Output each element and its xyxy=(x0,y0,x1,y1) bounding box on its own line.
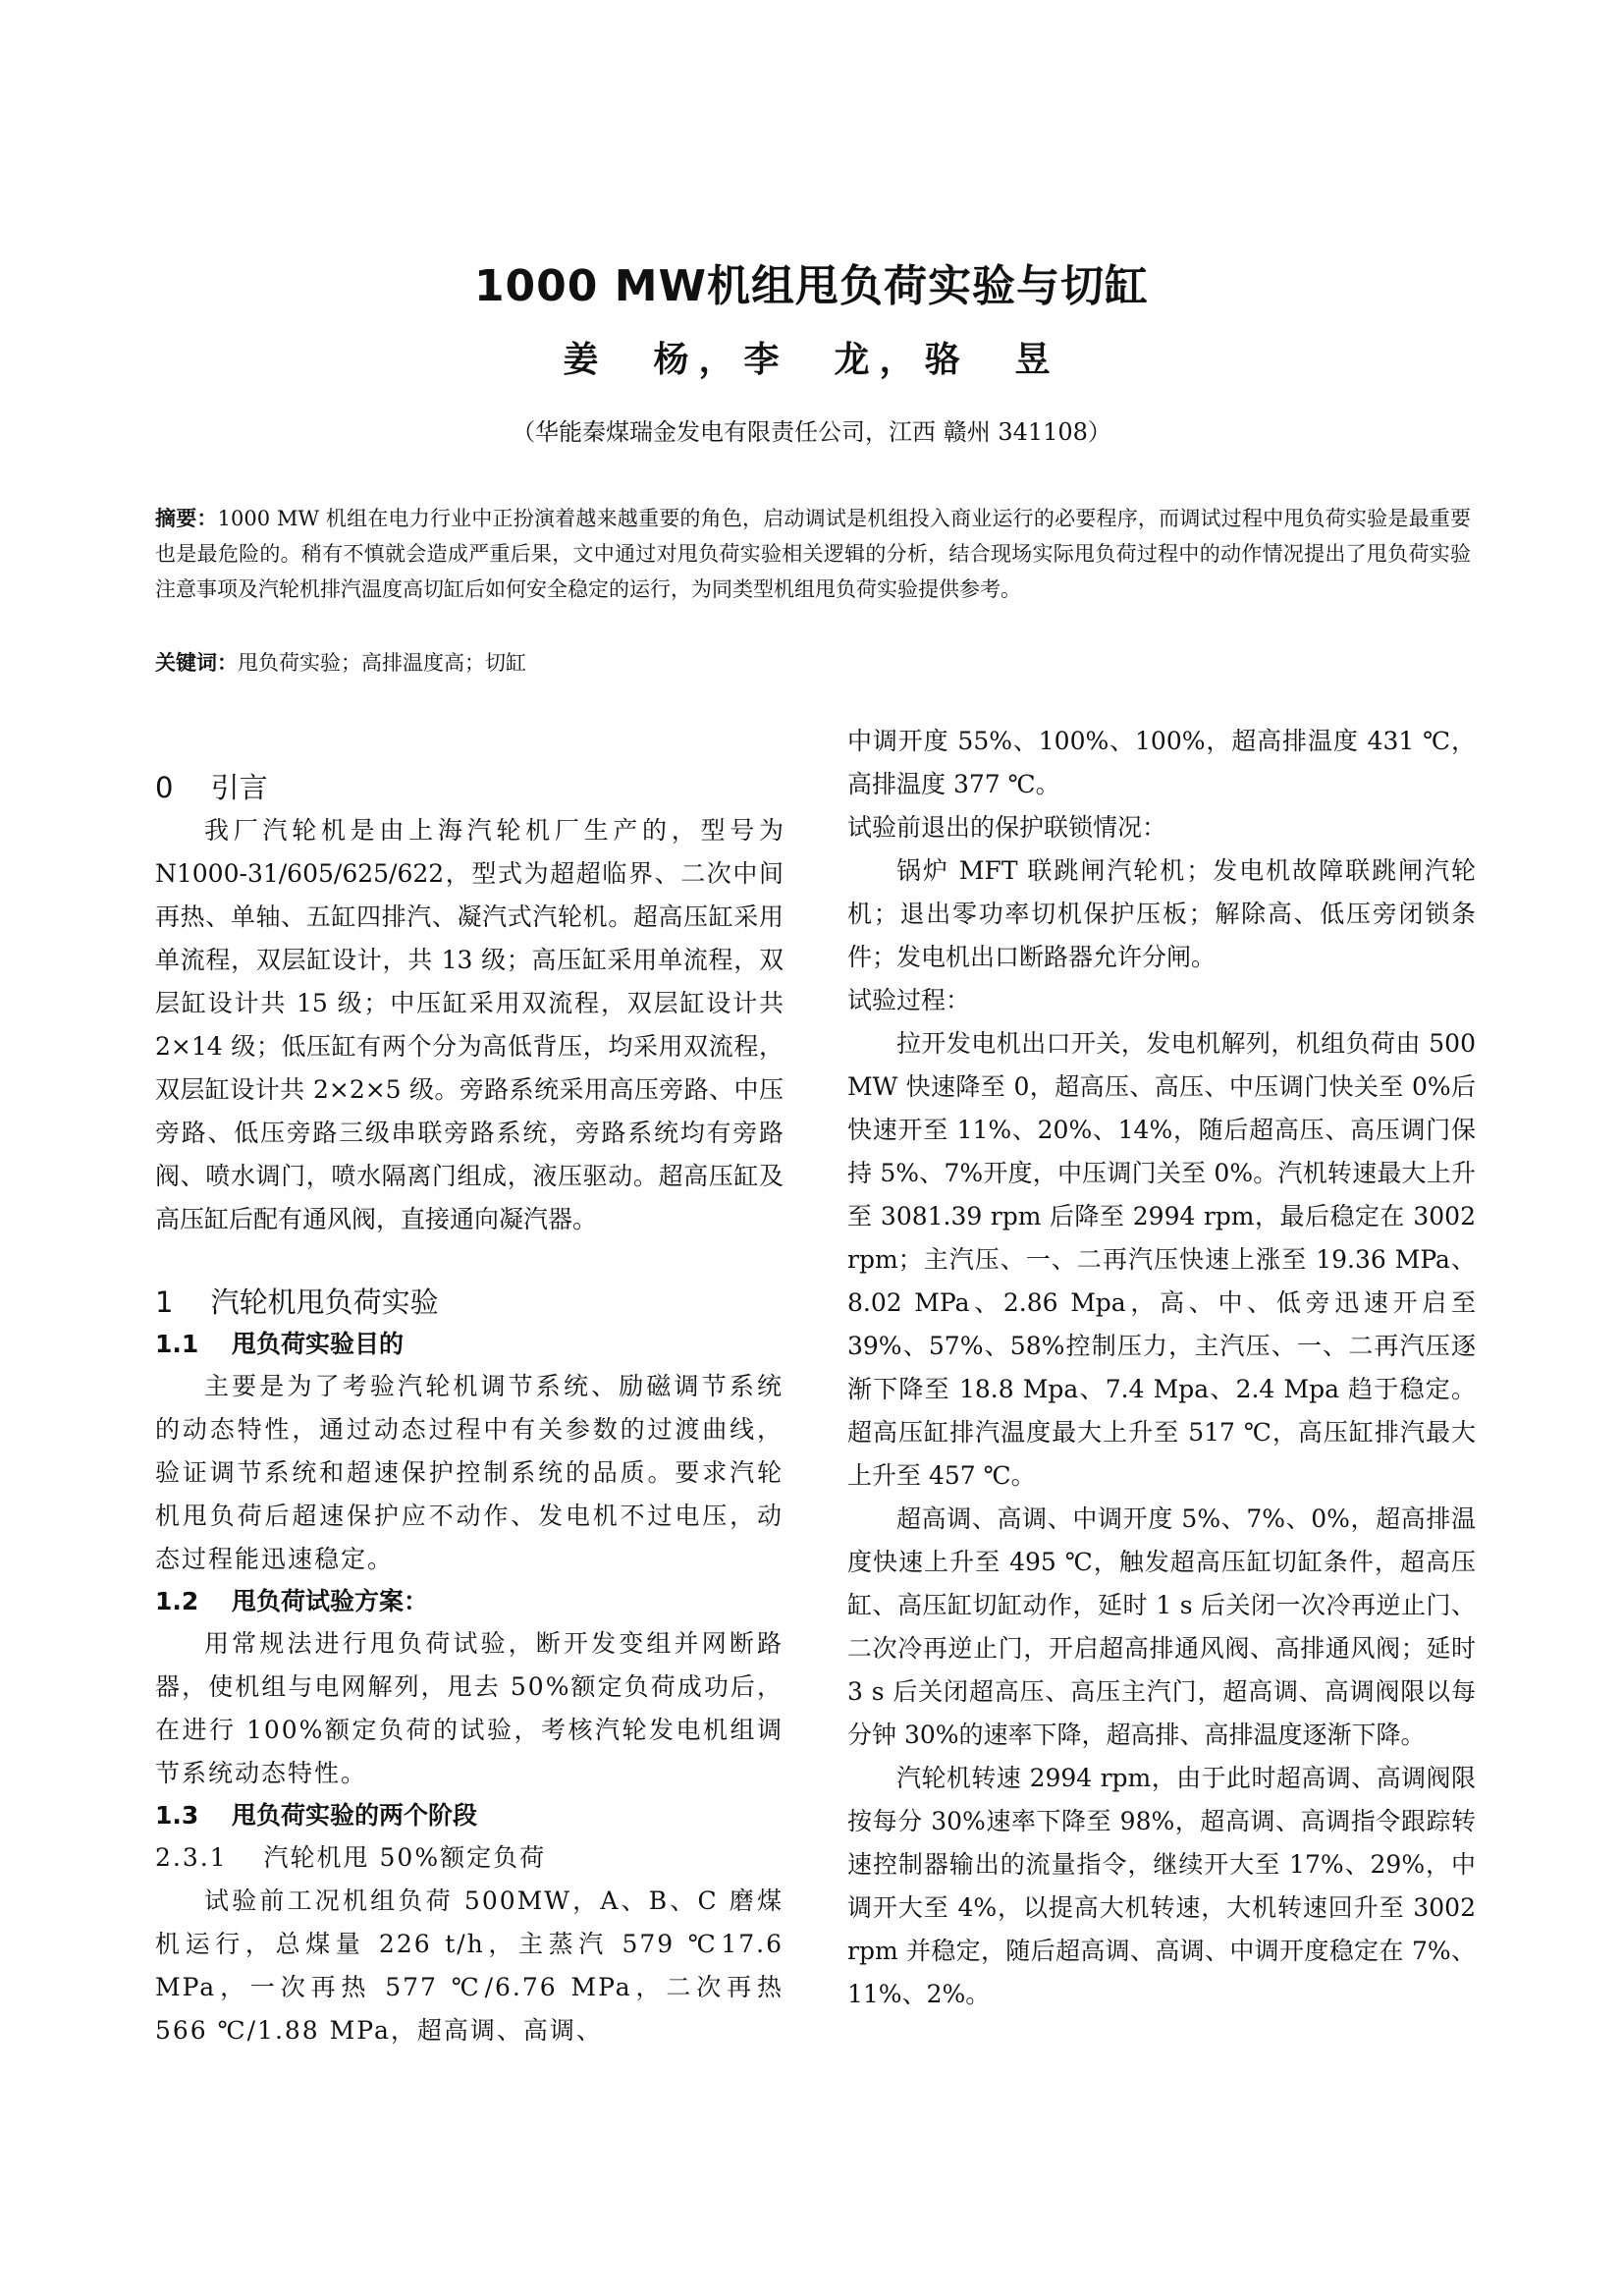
process-paragraph-2: 超高调、高调、中调开度 5%、7%、0%，超高排温度快速上升至 495 ℃，触发超高压缸切缸条件，超高压缸、高压缸切缸动作，延时 1 s 后关闭一次冷再逆止门、二次冷再逆止门，开启超高排通风阀、高排通风阀；延时 3 s 后关闭超高压、高压主汽门，超高调、高调阀限以每分钟 30%的速率下降，超高排、高排温度逐渐下降。 xyxy=(847,1504,1476,1749)
right-paragraph-continued: 中调开度 55%、100%、100%，超高排温度 431 ℃，高排温度 377 ℃。 xyxy=(847,727,1476,798)
affiliation: （华能秦煤瑞金发电有限责任公司，江西 赣州 341108） xyxy=(512,418,1111,446)
section-1-2-heading: 1.2 甩负荷试验方案： xyxy=(155,1587,428,1615)
section-2-3-1-heading: 2.3.1 汽轮机甩 50%额定负荷 xyxy=(155,1843,547,1872)
abstract xyxy=(155,501,1471,607)
paper-title: 1000 MW机组甩负荷实验与切缸 xyxy=(473,261,1150,311)
section-1-1-paragraph: 主要是为了考验汽轮机调节系统、励磁调节系统的动态特性，通过动态过程中有关参数的过渡曲线，验证调节系统和超速保护控制系统的品质。要求汽轮机甩负荷后超速保护应不动作、发电机不过电压，动态过程能迅速稳定。 xyxy=(155,1372,784,1573)
protection-paragraph: 锅炉 MFT 联跳闸汽轮机；发电机故障联跳闸汽轮机；退出零功率切机保护压板；解除高、低压旁闭锁条件；发电机出口断路器允许分闸。 xyxy=(847,856,1476,971)
section-0-heading: 0 引言 xyxy=(155,771,268,804)
keywords xyxy=(155,645,1471,681)
author-list: 姜 杨，李 龙，骆 昱 xyxy=(563,339,1060,380)
process-paragraph-3: 汽轮机转速 2994 rpm，由于此时超高调、高调阀限按每分 30%速率下降至 98%，超高调、高调指令跟踪转速控制器输出的流量指令，继续开大至 17%、29%，中调开大至 4%，以提高大机转速，大机转速回升至 3002 rpm 并稳定，随后超高调、高调、中调开度稳定在 7%、11%、2%。 xyxy=(847,1764,1476,2008)
section-1-3-heading: 1.3 甩负荷实验的两个阶段 xyxy=(155,1801,477,1830)
keywords-label: 关键词： xyxy=(155,651,238,675)
process-paragraph-1: 拉开发电机出口开关，发电机解列，机组负荷由 500 MW 快速降至 0，超高压、高压、中压调门快关至 0%后快速开至 11%、20%、14%，随后超高压、高压调门保持 5%、7%开度，中压调门关至 0%。汽机转速最大上升至 3081.39 rpm 后降至 2994 rpm，最后稳定在 3002 rpm；主汽压、一、二再汽压快速上涨至 19.36 MPa、8.02 MPa、2.86 Mpa，高、中、低旁迅速开启至 39%、57%、58%控制压力，主汽压、一、二再汽压逐渐下降至 18.8 Mpa、7.4 Mpa、2.4 Mpa 趋于稳定。超高压缸排汽温度最大上升至 517 ℃，高压缸排汽最大上升至 457 ℃。 xyxy=(847,1029,1476,1490)
abstract-text: 1000 MW 机组在电力行业中正扮演着越来越重要的角色，启动调试是机组投入商业运行的必要程序，而调试过程中甩负荷实验是最重要也是最危险的。稍有不慎就会造成严重后果，文中通过对甩负荷实验相关逻辑的分析，结合现场实际甩负荷过程中的动作情况提出了甩负荷实验注意事项及汽轮机排汽温度高切缸后如何安全稳定的运行，为同类型机组甩负荷实验提供参考。 xyxy=(155,507,1471,601)
protection-label: 试验前退出的保护联锁情况： xyxy=(847,813,1167,842)
section-1-1-heading: 1.1 甩负荷实验目的 xyxy=(155,1330,404,1358)
left-column xyxy=(155,766,784,2052)
section-2-3-1-paragraph: 试验前工况机组负荷 500MW，A、B、C 磨煤机运行，总煤量 226 t/h，主蒸汽 579 ℃17.6 MPa，一次再热 577 ℃/6.76 MPa，二次再热 566 ℃/1.88 MPa，超高调、高调、 xyxy=(155,1886,784,2045)
section-1-heading: 1 汽轮机甩负荷实验 xyxy=(155,1285,439,1319)
abstract-label: 摘要： xyxy=(155,507,218,530)
right-column xyxy=(847,720,1476,2016)
section-0-paragraph: 我厂汽轮机是由上海汽轮机厂生产的，型号为N1000-31/605/625/622，型式为超超临界、二次中间再热、单轴、五缸四排汽、凝汽式汽轮机。超高压缸采用单流程，双层缸设计，共 13 级；高压缸采用单流程，双层缸设计共 15 级；中压缸采用双流程，双层缸设计共 2×14 级；低压缸有两个分为高低背压，均采用双流程，双层缸设计共 2×2×5 级。旁路系统采用高压旁路、中压旁路、低压旁路三级串联旁路系统，旁路系统均有旁路阀、喷水调门，喷水隔离门组成，液压驱动。超高压缸及高压缸后配有通风阀，直接通向凝汽器。 xyxy=(155,816,784,1233)
section-1-2-paragraph: 用常规法进行甩负荷试验，断开发变组并网断路器，使机组与电网解列，甩去 50%额定负荷成功后，在进行 100%额定负荷的试验，考核汽轮发电机组调节系统动态特性。 xyxy=(155,1629,784,1787)
process-label: 试验过程： xyxy=(847,986,971,1014)
keywords-text: 甩负荷实验；高排温度高；切缸 xyxy=(238,651,526,675)
